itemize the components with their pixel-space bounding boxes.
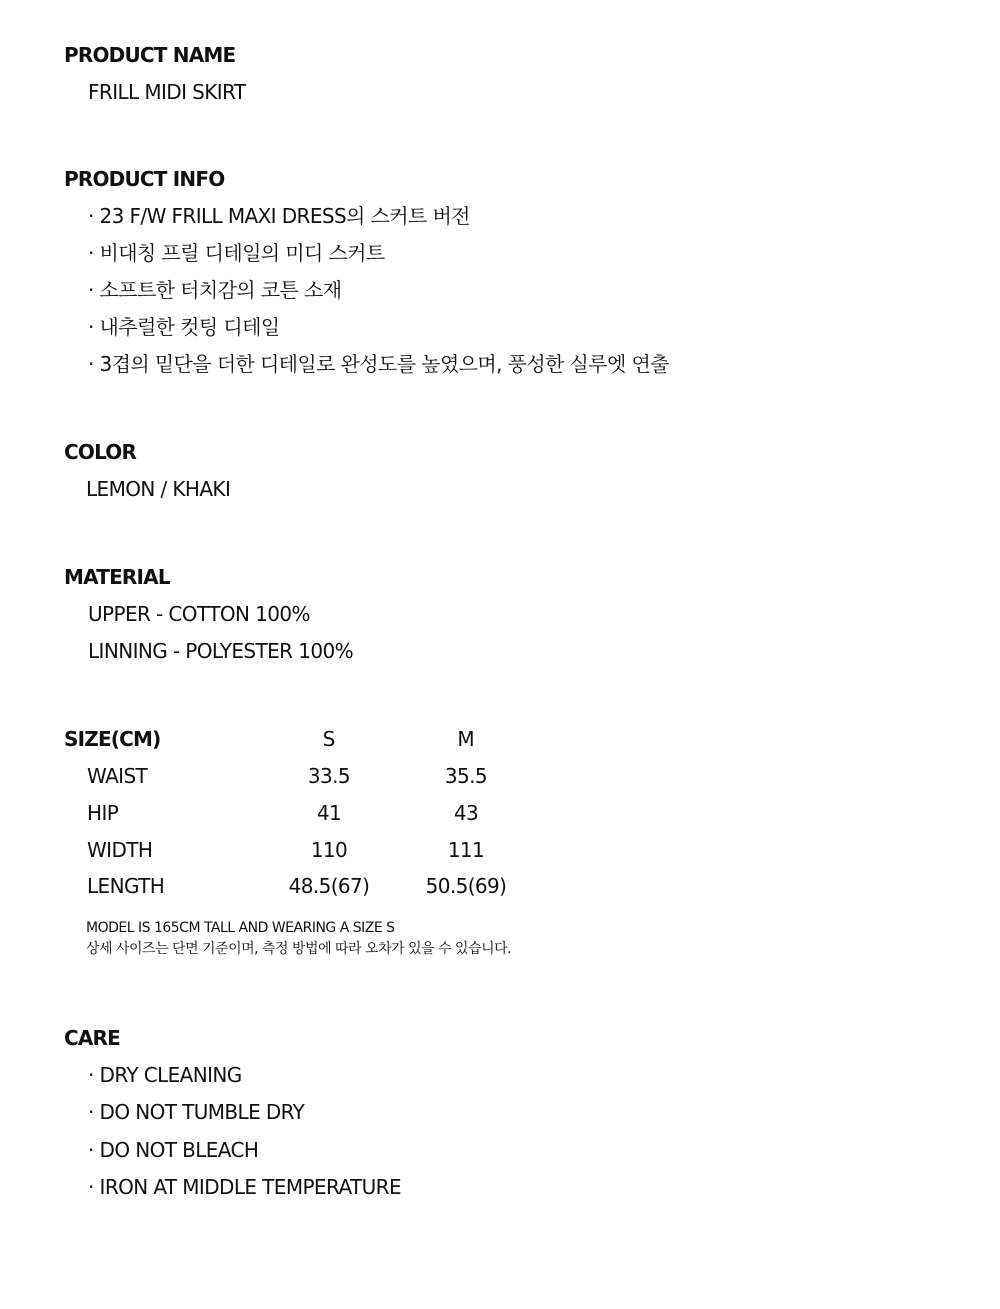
product-info-item: · 3겹의 밑단을 더한 디테일로 완성도를 높였으며, 풍성한 실루엣 연출 (88, 352, 669, 376)
size-cell-s: 33.5 (307, 764, 351, 788)
care-item: · DRY CLEANING (88, 1063, 242, 1087)
size-cell-s: 41 (316, 801, 342, 825)
size-row-label: WAIST (87, 764, 148, 788)
product-name-heading: PRODUCT NAME (64, 43, 236, 67)
care-item: · DO NOT TUMBLE DRY (88, 1100, 305, 1124)
size-row-label: HIP (87, 801, 119, 825)
product-name-value: FRILL MIDI SKIRT (88, 80, 246, 104)
color-heading: COLOR (64, 440, 137, 464)
size-cell-s: 48.5(67) (288, 874, 370, 898)
product-info-item: · 비대칭 프릴 디테일의 미디 스커트 (88, 241, 385, 265)
size-column-header-m: M (457, 727, 475, 751)
color-value: LEMON / KHAKI (86, 477, 231, 501)
size-heading: SIZE(CM) (64, 727, 161, 751)
size-row-label: WIDTH (87, 838, 153, 862)
size-cell-m: 43 (453, 801, 479, 825)
product-info-item: · 23 F/W FRILL MAXI DRESS의 스커트 버전 (88, 204, 470, 228)
size-cell-m: 111 (447, 838, 485, 862)
size-column-header-s: S (322, 727, 336, 751)
size-cell-m: 35.5 (444, 764, 488, 788)
material-heading: MATERIAL (64, 565, 170, 589)
size-note-model: MODEL IS 165CM TALL AND WEARING A SIZE S (86, 920, 395, 936)
care-heading: CARE (64, 1026, 121, 1050)
care-item: · DO NOT BLEACH (88, 1138, 259, 1162)
size-note-measurement: 상세 사이즈는 단면 기준이며, 측정 방법에 따라 오차가 있을 수 있습니다. (86, 941, 512, 957)
material-item: LINNING - POLYESTER 100% (88, 639, 353, 663)
size-cell-s: 110 (310, 838, 348, 862)
size-cell-m: 50.5(69) (425, 874, 507, 898)
product-info-heading: PRODUCT INFO (64, 167, 225, 191)
size-row-label: LENGTH (87, 874, 165, 898)
product-info-item: · 내추럴한 컷팅 디테일 (88, 315, 280, 339)
material-item: UPPER - COTTON 100% (88, 602, 310, 626)
product-info-item: · 소프트한 터치감의 코튼 소재 (88, 278, 342, 302)
care-item: · IRON AT MIDDLE TEMPERATURE (88, 1175, 401, 1199)
